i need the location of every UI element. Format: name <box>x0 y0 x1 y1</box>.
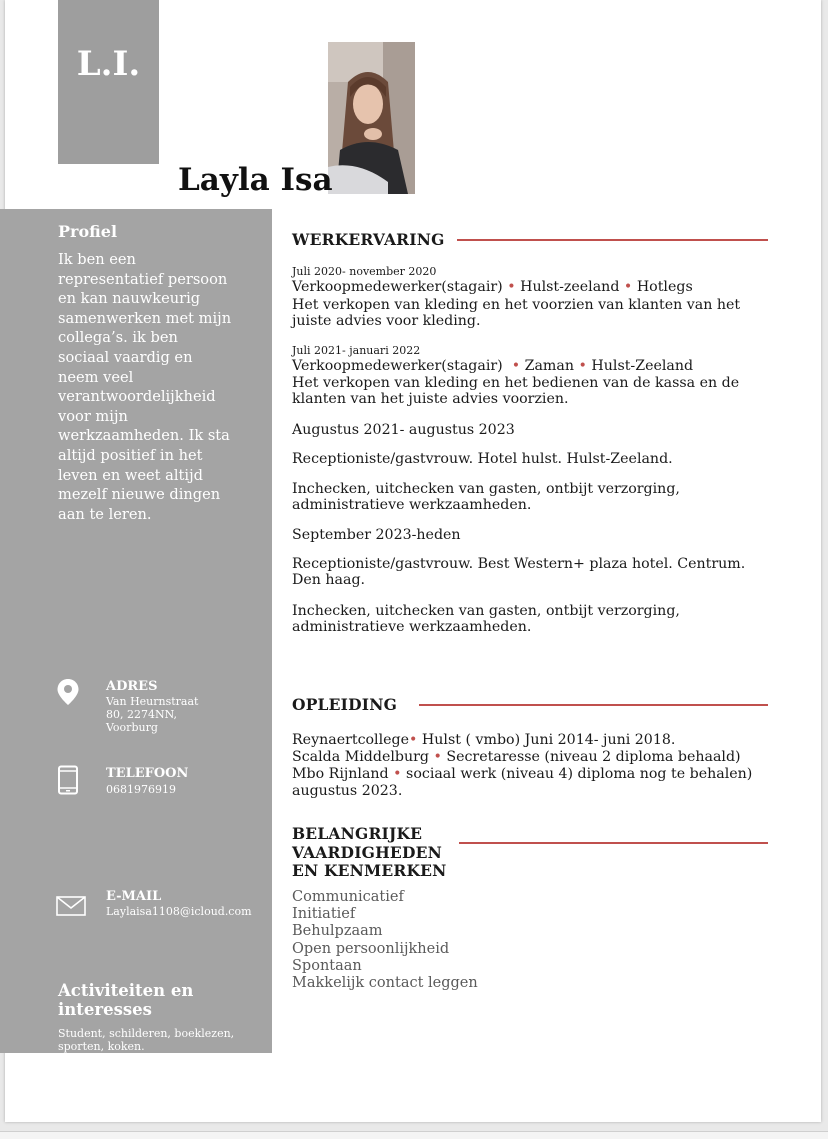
job2-role: Verkoopmedewerker(stagair) <box>292 358 503 374</box>
experience-heading-row <box>292 230 768 249</box>
profile-title: Profiel <box>58 222 118 241</box>
job2-date: Juli 2021- januari 2022 <box>292 344 421 357</box>
skill-item: Spontaan <box>292 957 362 974</box>
heading-rule <box>419 704 768 706</box>
skills-heading-line3: EN KENMERKEN <box>292 861 447 880</box>
skill-item: Open persoonlijkheid <box>292 940 450 957</box>
address-value: Van Heurnstraat 80, 2274NN, Voorburg <box>106 695 199 734</box>
job2-place: Hulst-Zeeland <box>591 358 694 374</box>
job2-title <box>292 358 762 374</box>
edu3 <box>292 766 762 782</box>
activities-text: Student, schilderen, boeklezen, sporten, koken. <box>58 1027 235 1053</box>
experience-heading: WERKERVARING <box>292 230 445 249</box>
job1-title <box>292 279 762 295</box>
edu3-school: Mbo Rijnland <box>292 766 389 782</box>
edu2 <box>292 749 762 765</box>
skills-heading-line1: BELANGRIJKE <box>292 824 423 843</box>
job4-role: Receptioniste/gastvrouw. Best Western+ plaza hotel. Centrum. Den haag. <box>292 556 746 589</box>
job1-company: Hotlegs <box>636 279 693 295</box>
job2-desc: Het verkopen van kleding en het bedienen van de kassa en de klanten van het juiste advies voorzien. <box>292 375 740 408</box>
edu1-school: Reynaertcollege <box>292 732 410 748</box>
sidebar <box>0 209 272 1053</box>
location-pin-icon <box>56 678 80 706</box>
edu3-rest: sociaal werk (niveau 4) diploma nog te behalen) <box>406 766 753 782</box>
email-value: Laylaisa1108@icloud.com <box>106 905 252 918</box>
address-label: ADRES <box>106 679 158 694</box>
job1-place: Hulst-zeeland <box>520 279 620 295</box>
skill-item: Initiatief <box>292 906 356 923</box>
edu1 <box>292 732 762 748</box>
job4-date: September 2023-heden <box>292 527 461 543</box>
job3-date: Augustus 2021- augustus 2023 <box>292 422 515 438</box>
job3-desc: Inchecken, uitchecken van gasten, ontbijt verzorging, administratieve werkzaamheden. <box>292 481 680 514</box>
job1-role: Verkoopmedewerker(stagair) <box>292 279 503 295</box>
bullet-dot: • <box>409 732 418 748</box>
phone-label: TELEFOON <box>106 766 189 781</box>
bullet-dot: • <box>433 749 442 765</box>
heading-rule <box>457 239 768 241</box>
job4-desc: Inchecken, uitchecken van gasten, ontbijt verzorging, administratieve werkzaamheden. <box>292 603 680 636</box>
profile-photo <box>328 42 415 194</box>
job1-date: Juli 2020- november 2020 <box>292 265 437 278</box>
skill-item: Makkelijk contact leggen <box>292 975 478 992</box>
bullet-dot: • <box>507 279 516 295</box>
candidate-name: Layla Isa <box>178 162 333 198</box>
skills-heading-line2: VAARDIGHEDEN <box>292 842 442 862</box>
bullet-dot: • <box>393 766 402 782</box>
bullet-dot: • <box>623 279 633 295</box>
edu2-school: Scalda Middelburg <box>292 749 429 765</box>
monogram-block <box>58 0 159 164</box>
mail-icon <box>56 896 86 916</box>
phone-icon <box>56 765 80 795</box>
profile-photo-image <box>328 42 415 194</box>
bullet-dot: • <box>578 358 587 374</box>
job1-desc: Het verkopen van kleding en het voorzien van klanten van het juiste advies voor kleding. <box>292 297 741 330</box>
email-label: E-MAIL <box>106 889 162 904</box>
education-heading: OPLEIDING <box>292 695 398 714</box>
skills-list <box>292 889 478 992</box>
edu1-rest: Hulst ( vmbo) Juni 2014- juni 2018. <box>421 732 676 748</box>
education-heading-row <box>292 695 768 714</box>
monogram: L.I. <box>76 44 141 84</box>
bullet-dot: • <box>507 358 521 374</box>
skill-item: Communicatief <box>292 889 404 905</box>
edu2-rest: Secretaresse (niveau 2 diploma behaald) <box>446 749 741 765</box>
edu3-cont: augustus 2023. <box>292 783 403 799</box>
job3-role: Receptioniste/gastvrouw. Hotel hulst. Hulst-Zeeland. <box>292 451 673 467</box>
skill-item: Behulpzaam <box>292 923 383 940</box>
phone-value: 0681976919 <box>106 783 176 796</box>
skills-heading <box>292 825 447 881</box>
profile-text: Ik ben een representatief persoon en kan nauwkeurig samenwerken met mijn collega’s. ik ben sociaal vaardig en neem veel verantwoordelijkheid voor mijn werkzaamheden. Ik sta altijd positief in het leven en weet altijd mezelf nieuwe dingen aan te leren. <box>58 251 232 523</box>
heading-rule <box>459 842 768 844</box>
job2-company: Zaman <box>524 358 574 374</box>
activities-title: Activiteiten en interesses <box>58 981 194 1019</box>
